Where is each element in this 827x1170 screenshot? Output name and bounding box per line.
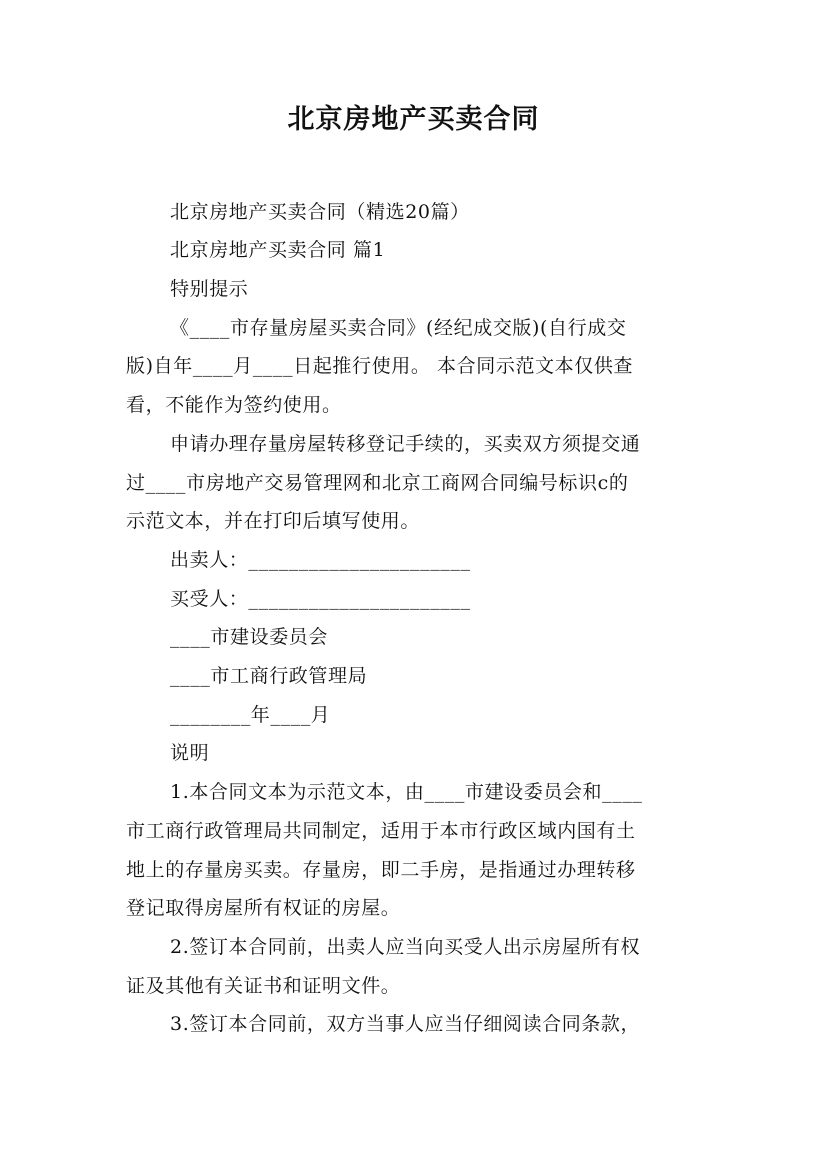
special-notice-heading: 特别提示 [170,278,249,300]
seller-field: 出卖人：______________________ [170,549,471,571]
paragraph-line: 3.签订本合同前，双方当事人应当仔细阅读合同条款， [170,1013,641,1035]
paragraph-line: 登记取得房屋所有权证的房屋。 [126,897,401,919]
paragraph-line: 证及其他有关证书和证明文件。 [126,975,401,997]
paragraph-line: 1.本合同文本为示范文本，由____市建设委员会和____ [170,781,643,803]
issue-date: ________年____月 [170,704,331,726]
explanation-heading: 说明 [170,742,210,764]
collection-title: 北京房地产买卖合同（精选20篇） [170,201,470,223]
paragraph-line: 过____市房地产交易管理网和北京工商网合同编号标识c的 [126,472,629,494]
paragraph-line: 版)自年____月____日起推行使用。 本合同示范文本仅供查 [126,355,634,377]
issuer-construction-committee: ____市建设委员会 [170,626,329,648]
buyer-field: 买受人：______________________ [170,588,471,610]
paragraph-line: 示范文本，并在打印后填写使用。 [126,510,421,532]
paragraph-line: 看，不能作为签约使用。 [126,394,342,416]
paragraph-line: 市工商行政管理局共同制定，适用于本市行政区域内国有土 [126,820,636,842]
paragraph-line: 《____市存量房屋买卖合同》(经纪成交版)(自行成交 [170,317,627,339]
paragraph-line: 申请办理存量房屋转移登记手续的，买卖双方须提交通 [170,433,641,455]
issuer-commerce-bureau: ____市工商行政管理局 [170,665,368,687]
paragraph-line: 地上的存量房买卖。存量房，即二手房，是指通过办理转移 [126,859,636,881]
paragraph-line: 2.签订本合同前，出卖人应当向买受人出示房屋所有权 [170,936,641,958]
section-heading: 北京房地产买卖合同 篇1 [170,239,386,261]
document-title: 北京房地产买卖合同 [287,104,540,135]
